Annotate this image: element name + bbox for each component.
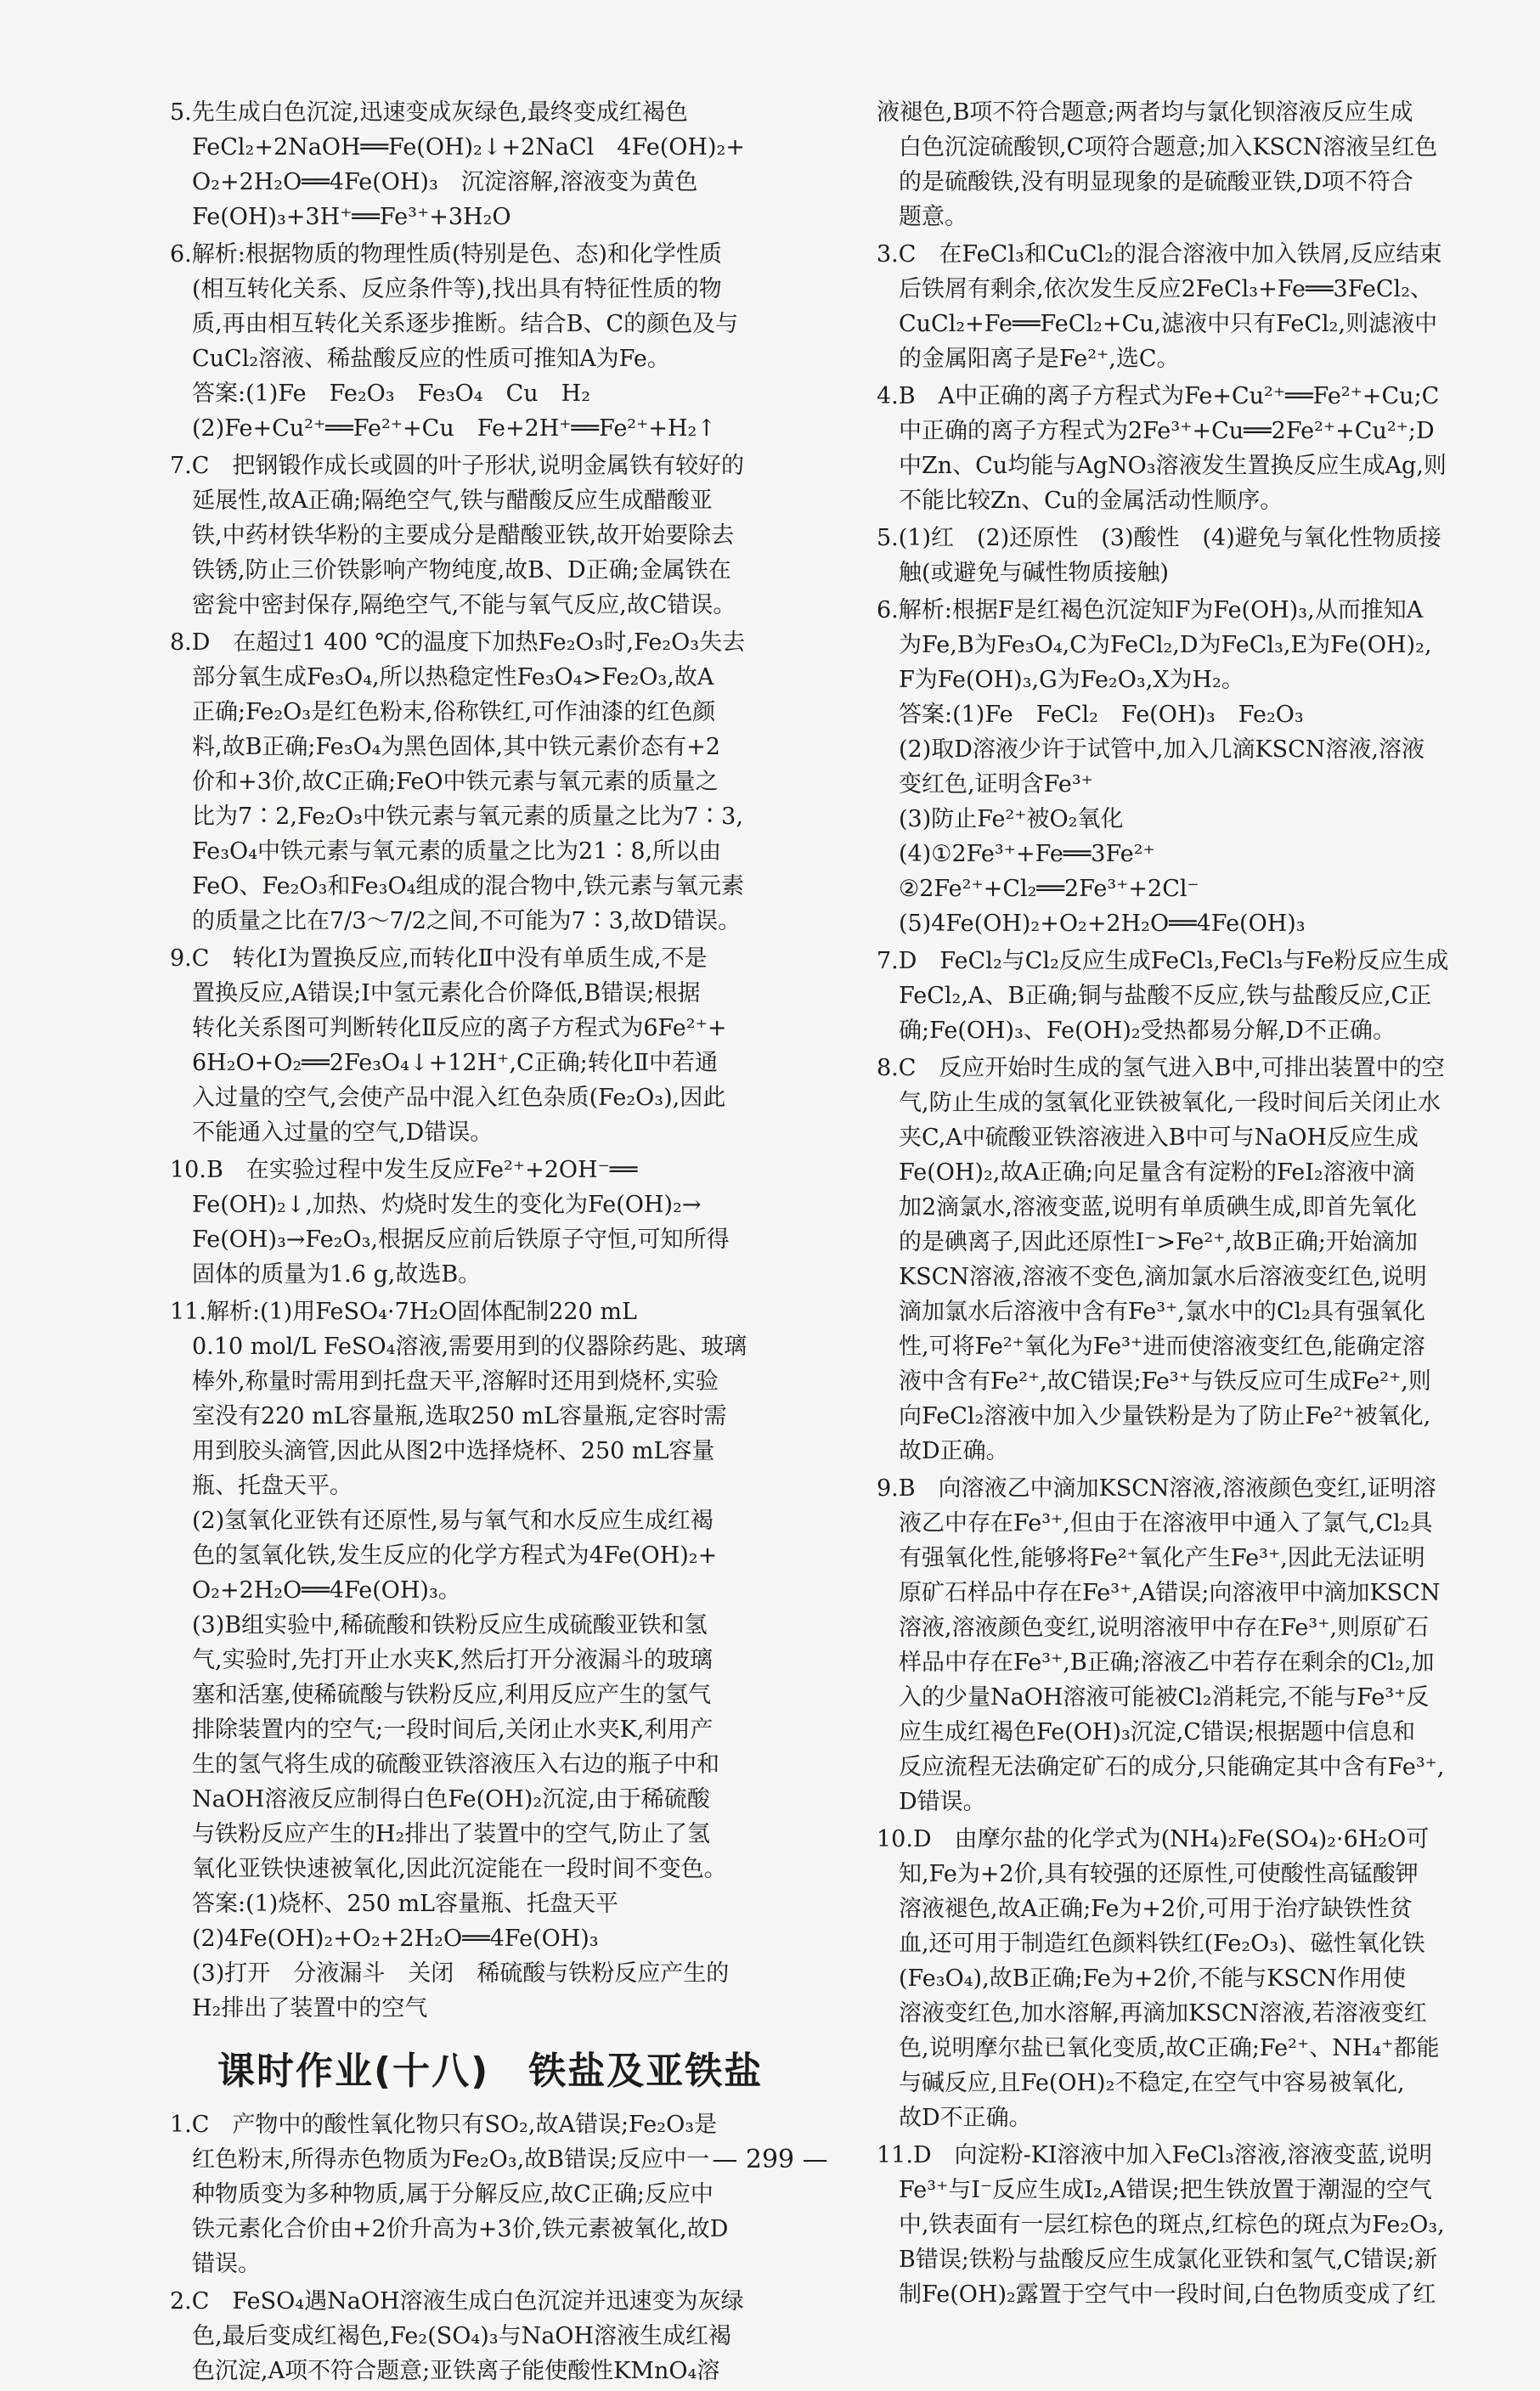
answer-line: 中正确的离子方程式为2Fe³⁺+Cu══2Fe²⁺+Cu²⁺;D (899, 418, 1435, 444)
answer-item (877, 1471, 1522, 1819)
answer-line: H₂排出了装置中的空气 (192, 1995, 428, 2022)
answer-line: 10.B 在实验过程中发生反应Fe²⁺+2OH⁻══ (170, 1157, 638, 1183)
answer-item (170, 1294, 815, 2026)
answer-item (877, 237, 1522, 376)
answer-line: 铁锈,防止三价铁影响产物纯度,故B、D正确;金属铁在 (192, 557, 731, 584)
answer-line: 11.解析:(1)用FeSO₄·7H₂O固体配制220 mL (170, 1299, 637, 1325)
answer-line: 加2滴氯水,溶液变蓝,说明有单质碘生成,即首先氧化 (899, 1194, 1417, 1221)
answer-line: 3.C 在FeCl₃和CuCl₂的混合溶液中加入铁屑,反应结束 (877, 241, 1442, 268)
answer-line: KSCN溶液,溶液不变色,滴加氯水后溶液变红色,说明 (899, 1264, 1427, 1290)
answer-line: CuCl₂溶液、稀盐酸反应的性质可推知A为Fe。 (192, 346, 670, 372)
answer-line: 色,最后变成红褐色,Fe₂(SO₄)₃与NaOH溶液生成红褐 (192, 2323, 731, 2349)
answer-line: (3)B组实验中,稀硫酸和铁粉反应生成硫酸亚铁和氢 (192, 1612, 708, 1638)
answer-line: 铁元素化合价由+2价升高为+3价,铁元素被氧化,故D (192, 2216, 729, 2242)
answer-line: (Fe₃O₄),故B正确;Fe为+2价,不能与KSCN作用使 (899, 1965, 1407, 1992)
answer-line: 液中含有Fe²⁺,故C错误;Fe³⁺与铁反应可生成Fe²⁺,则 (899, 1368, 1431, 1395)
answer-line: 固体的质量为1.6 g,故选B。 (192, 1261, 482, 1288)
answer-line: 8.C 反应开始时生成的氢气进入B中,可排出装置中的空 (877, 1055, 1445, 1081)
answer-line: (5)4Fe(OH)₂+O₂+2H₂O══4Fe(OH)₃ (899, 911, 1306, 937)
answer-line: 用到胶头滴管,因此从图2中选择烧杯、250 mL容量 (192, 1438, 715, 1464)
answer-line: CuCl₂+Fe══FeCl₂+Cu,滤液中只有FeCl₂,则滤液中 (899, 311, 1438, 337)
answer-line: (3)防止Fe²⁺被O₂氧化 (899, 806, 1124, 832)
answer-item (170, 1153, 815, 1292)
answer-line: 正确;Fe₂O₃是红色粉末,俗称铁红,可作油漆的红色颜 (192, 699, 716, 725)
answer-line: 液乙中存在Fe³⁺,但由于在溶液甲中通入了氯气,Cl₂具 (899, 1510, 1433, 1537)
answer-item (170, 2284, 815, 2388)
right-answers (877, 95, 1522, 2312)
answer-line: 中,铁表面有一层红棕色的斑点,红棕色的斑点为Fe₂O₃, (899, 2212, 1445, 2238)
answer-item (877, 593, 1522, 941)
answer-line: 知,Fe为+2价,具有较强的还原性,可使酸性高锰酸钾 (899, 1861, 1419, 1887)
answer-line: 色的氢氧化铁,发生反应的化学方程式为4Fe(OH)₂+ (192, 1542, 718, 1569)
answer-line: 不能通入过量的空气,D错误。 (192, 1119, 494, 1146)
answer-line: 原矿石样品中存在Fe³⁺,A错误;向溶液甲中滴加KSCN (899, 1580, 1441, 1606)
answer-line: 中Zn、Cu均能与AgNO₃溶液发生置换反应生成Ag,则 (899, 453, 1447, 479)
answer-line: 棒外,称量时需用到托盘天平,溶解时还用到烧杯,实验 (192, 1368, 719, 1395)
answer-line: 价和+3价,故C正确;FeO中铁元素与氧元素的质量之 (192, 769, 719, 795)
answer-line: 故D不正确。 (899, 2105, 1032, 2131)
answer-line: 气,防止生成的氢氧化亚铁被氧化,一段时间后关闭止水 (899, 1090, 1441, 1116)
answer-line: 铁,中药材铁华粉的主要成分是醋酸亚铁,故开始要除去 (192, 522, 735, 549)
answer-line: 答案:(1)Fe Fe₂O₃ Fe₃O₄ Cu H₂ (192, 381, 591, 407)
answer-line: 溶液褪色,故A正确;Fe为+2价,可用于治疗缺铁性贫 (899, 1896, 1413, 1922)
answer-line: Fe(OH)₃→Fe₂O₃,根据反应前后铁原子守恒,可知所得 (192, 1227, 730, 1253)
answer-line: Fe(OH)₂↓,加热、灼烧时发生的变化为Fe(OH)₂→ (192, 1192, 702, 1218)
answer-line: 滴加氯水后溶液中含有Fe³⁺,氯水中的Cl₂具有强氧化 (899, 1299, 1426, 1325)
answer-line: 质,再由相互转化关系逐步推断。结合B、C的颜色及与 (192, 311, 739, 337)
answer-line: 入过量的空气,会使产品中混入红色杂质(Fe₂O₃),因此 (192, 1085, 726, 1111)
answer-line: 料,故B正确;Fe₃O₄为黑色固体,其中铁元素价态有+2 (192, 734, 720, 760)
answer-item (170, 2107, 815, 2281)
answer-item (877, 95, 1522, 234)
answer-item (170, 625, 815, 939)
answer-line: 5.(1)红 (2)还原性 (3)酸性 (4)避免与氧化性物质接 (877, 525, 1441, 551)
answer-line: 与碱反应,且Fe(OH)₂不稳定,在空气中容易被氧化, (899, 2070, 1405, 2096)
answer-line: 8.D 在超过1 400 ℃的温度下加热Fe₂O₃时,Fe₂O₃失去 (170, 629, 746, 656)
answer-line: 有强氧化性,能够将Fe²⁺氧化产生Fe³⁺,因此无法证明 (899, 1545, 1425, 1571)
answer-line: 溶液,溶液颜色变红,说明溶液甲中存在Fe³⁺,则原矿石 (899, 1615, 1430, 1641)
answer-line: 室没有220 mL容量瓶,选取250 mL容量瓶,定容时需 (192, 1403, 727, 1430)
answer-item (170, 95, 815, 234)
answer-line: 向FeCl₂溶液中加入少量铁粉是为了防止Fe²⁺被氧化, (899, 1403, 1431, 1430)
answer-line: O₂+2H₂O══4Fe(OH)₃ 沉淀溶解,溶液变为黄色 (192, 169, 698, 195)
answer-line: Fe(OH)₂,故A正确;向足量含有淀粉的FeI₂溶液中滴 (899, 1159, 1415, 1186)
answer-line: 变红色,证明含Fe³⁺ (899, 771, 1093, 798)
answer-line: B错误;铁粉与盐酸反应生成氯化亚铁和氢气,C错误;新 (899, 2247, 1438, 2273)
left-column (170, 95, 815, 2391)
answer-line: 塞和活塞,使稀硫酸与铁粉反应,利用反应产生的氢气 (192, 1682, 712, 1708)
answer-line: 种物质变为多种物质,属于分解反应,故C正确;反应中 (192, 2181, 714, 2208)
answer-line: 为Fe,B为Fe₃O₄,C为FeCl₂,D为FeCl₃,E为Fe(OH)₂, (899, 632, 1432, 658)
left-answers-part1 (170, 95, 815, 2026)
answer-line: 11.D 向淀粉-KI溶液中加入FeCl₃溶液,溶液变蓝,说明 (877, 2142, 1433, 2168)
answer-item (877, 1822, 1522, 2135)
answer-item (170, 237, 815, 446)
section-title: 课时作业(十八) 铁盐及亚铁盐 (217, 2050, 764, 2093)
answer-line: 的是硫酸铁,没有明显现象的是硫酸亚铁,D项不符合 (899, 169, 1413, 195)
answer-line: 液褪色,B项不符合题意;两者均与氯化钡溶液反应生成 (877, 99, 1413, 126)
answer-line: D错误。 (899, 1789, 986, 1815)
answer-line: 性,可将Fe²⁺氧化为Fe³⁺进而使溶液变红色,能确定溶 (899, 1334, 1425, 1360)
answer-line: 9.B 向溶液乙中滴加KSCN溶液,溶液颜色变红,证明溶 (877, 1475, 1436, 1502)
answer-line: 延展性,故A正确;隔绝空气,铁与醋酸反应生成醋酸亚 (192, 488, 713, 514)
answer-line: ②2Fe²⁺+Cl₂══2Fe³⁺+2Cl⁻ (899, 876, 1199, 902)
answer-line: Fe(OH)₃+3H⁺══Fe³⁺+3H₂O (192, 204, 511, 230)
answer-line: 1.C 产物中的酸性氧化物只有SO₂,故A错误;Fe₂O₃是 (170, 2112, 718, 2138)
answer-line: 4.B A中正确的离子方程式为Fe+Cu²⁺══Fe²⁺+Cu;C (877, 383, 1440, 409)
answer-item (877, 944, 1522, 1048)
answer-line: 确;Fe(OH)₃、Fe(OH)₂受热都易分解,D不正确。 (899, 1018, 1396, 1044)
answer-item (170, 448, 815, 623)
answer-line: 色沉淀,A项不符合题意;亚铁离子能使酸性KMnO₄溶 (192, 2358, 720, 2384)
answer-item (877, 521, 1522, 590)
page-number: — 299 — (712, 2145, 828, 2174)
answer-line: Fe³⁺与I⁻反应生成I₂,A错误;把生铁放置于潮湿的空气 (899, 2177, 1432, 2203)
answer-line: 比为7∶2,Fe₂O₃中铁元素与氧元素的质量之比为7∶3, (192, 804, 743, 830)
answer-line: 转化关系图可判断转化Ⅱ反应的离子方程式为6Fe²⁺+ (192, 1015, 727, 1041)
answer-line: 制Fe(OH)₂露置于空气中一段时间,白色物质变成了红 (899, 2281, 1436, 2308)
answer-line: 部分氧生成Fe₃O₄,所以热稳定性Fe₃O₄>Fe₂O₃,故A (192, 664, 714, 691)
answer-line: 7.C 把钢锻作成长或圆的叶子形状,说明金属铁有较好的 (170, 453, 745, 479)
answer-line: 错误。 (192, 2251, 261, 2277)
answer-line: 9.C 转化Ⅰ为置换反应,而转化Ⅱ中没有单质生成,不是 (170, 945, 708, 972)
answer-line: 气,实验时,先打开止水夹K,然后打开分液漏斗的玻璃 (192, 1647, 713, 1673)
answer-line: (2)4Fe(OH)₂+O₂+2H₂O══4Fe(OH)₃ (192, 1926, 599, 1952)
answer-line: O₂+2H₂O══4Fe(OH)₃。 (192, 1577, 461, 1604)
answer-line: 5.先生成白色沉淀,迅速变成灰绿色,最终变成红褐色 (170, 99, 688, 126)
answer-line: 的是碘离子,因此还原性I⁻>Fe²⁺,故B正确;开始滴加 (899, 1229, 1418, 1255)
answer-line: 7.D FeCl₂与Cl₂反应生成FeCl₃,FeCl₃与Fe粉反应生成 (877, 948, 1449, 974)
answer-line: 答案:(1)Fe FeCl₂ Fe(OH)₃ Fe₂O₃ (899, 702, 1304, 728)
answer-line: NaOH溶液反应制得白色Fe(OH)₂沉淀,由于稀硫酸 (192, 1786, 710, 1813)
right-column (877, 95, 1522, 2315)
answer-line: 故D正确。 (899, 1438, 1009, 1464)
answer-line: 与铁粉反应产生的H₂排出了装置中的空气,防止了氢 (192, 1821, 710, 1847)
answer-line: 0.10 mol/L FeSO₄溶液,需要用到的仪器除药匙、玻璃 (192, 1334, 747, 1360)
answer-line: 的质量之比在7/3～7/2之间,不可能为7∶3,故D错误。 (192, 908, 742, 934)
answer-line: 密瓮中密封保存,隔绝空气,不能与氧气反应,故C错误。 (192, 592, 736, 618)
answer-line: (2)氢氧化亚铁有还原性,易与氧气和水反应生成红褐 (192, 1508, 714, 1534)
answer-line: 色,说明摩尔盐已氧化变质,故C正确;Fe²⁺、NH₄⁺都能 (899, 2035, 1440, 2061)
answer-item (170, 941, 815, 1150)
answer-line: 瓶、托盘天平。 (192, 1473, 353, 1499)
answer-line: FeCl₂+2NaOH══Fe(OH)₂↓+2NaCl 4Fe(OH)₂+ (192, 134, 745, 161)
answer-line: F为Fe(OH)₃,G为Fe₂O₃,X为H₂。 (899, 667, 1244, 693)
answer-line: (4)①2Fe³⁺+Fe══3Fe²⁺ (899, 841, 1155, 867)
answer-line: 入的少量NaOH溶液可能被Cl₂消耗完,不能与Fe³⁺反 (899, 1684, 1430, 1711)
answer-line: 后铁屑有剩余,依次发生反应2FeCl₃+Fe══3FeCl₂、 (899, 276, 1434, 302)
answer-line: 氧化亚铁快速被氧化,因此沉淀能在一段时间不变色。 (192, 1856, 727, 1882)
answer-line: 6.解析:根据物质的物理性质(特别是色、态)和化学性质 (170, 241, 722, 268)
answer-line: 的金属阳离子是Fe²⁺,选C。 (899, 346, 1180, 372)
answer-line: 夹C,A中硫酸亚铁溶液进入B中可与NaOH反应生成 (899, 1125, 1419, 1151)
answer-line: FeCl₂,A、B正确;铜与盐酸不反应,铁与盐酸反应,C正 (899, 983, 1432, 1009)
answer-line: 溶液变红色,加水溶解,再滴加KSCN溶液,若溶液变红 (899, 2000, 1427, 2027)
answer-line: (相互转化关系、反应条件等),找出具有特征性质的物 (192, 276, 722, 302)
answer-line: 排除装置内的空气;一段时间后,关闭止水夹K,利用产 (192, 1717, 714, 1743)
answer-line: 白色沉淀硫酸钡,C项符合题意;加入KSCN溶液呈红色 (899, 134, 1438, 161)
answer-line: 6.解析:根据F是红褐色沉淀知F为Fe(OH)₃,从而推知A (877, 597, 1424, 623)
answer-line: (2)取D溶液少许于试管中,加入几滴KSCN溶液,溶液 (899, 736, 1425, 763)
answer-line: 题意。 (899, 204, 967, 230)
answer-line: 血,还可用于制造红色颜料铁红(Fe₂O₃)、磁性氧化铁 (899, 1931, 1425, 1957)
answer-line: 不能比较Zn、Cu的金属活动性顺序。 (899, 488, 1283, 514)
answer-line: 答案:(1)烧杯、250 mL容量瓶、托盘天平 (192, 1891, 618, 1917)
answer-line: Fe₃O₄中铁元素与氧元素的质量之比为21∶8,所以由 (192, 838, 722, 865)
answer-line: 红色粉末,所得赤色物质为Fe₂O₃,故B错误;反应中一 (192, 2146, 710, 2173)
answer-line: (2)Fe+Cu²⁺══Fe²⁺+Cu Fe+2H⁺══Fe²⁺+H₂↑ (192, 415, 716, 442)
answer-line: (3)打开 分液漏斗 关闭 稀硫酸与铁粉反应产生的 (192, 1960, 730, 1987)
answer-line: 2.C FeSO₄遇NaOH溶液生成白色沉淀并迅速变为灰绿 (170, 2288, 744, 2315)
answer-line: 触(或避免与碱性物质接触) (899, 560, 1170, 586)
answer-line: 应生成红褐色Fe(OH)₃沉淀,C错误;根据题中信息和 (899, 1719, 1416, 1745)
answer-line: 反应流程无法确定矿石的成分,只能确定其中含有Fe³⁺, (899, 1754, 1445, 1780)
answer-item (877, 379, 1522, 518)
answer-line: FeO、Fe₂O₃和Fe₃O₄组成的混合物中,铁元素与氧元素 (192, 873, 744, 899)
answer-line: 样品中存在Fe³⁺,B正确;溶液乙中若存在剩余的Cl₂,加 (899, 1649, 1435, 1676)
answer-line: 生的氢气将生成的硫酸亚铁溶液压入右边的瓶子中和 (192, 1751, 719, 1778)
answer-line: 置换反应,A错误;Ⅰ中氢元素化合价降低,B错误;根据 (192, 980, 701, 1007)
answer-item (877, 1051, 1522, 1469)
answer-line: 10.D 由摩尔盐的化学式为(NH₄)₂Fe(SO₄)₂·6H₂O可 (877, 1826, 1430, 1852)
answer-line: 6H₂O+O₂══2Fe₃O₄↓+12H⁺,C正确;转化Ⅱ中若通 (192, 1050, 719, 1076)
